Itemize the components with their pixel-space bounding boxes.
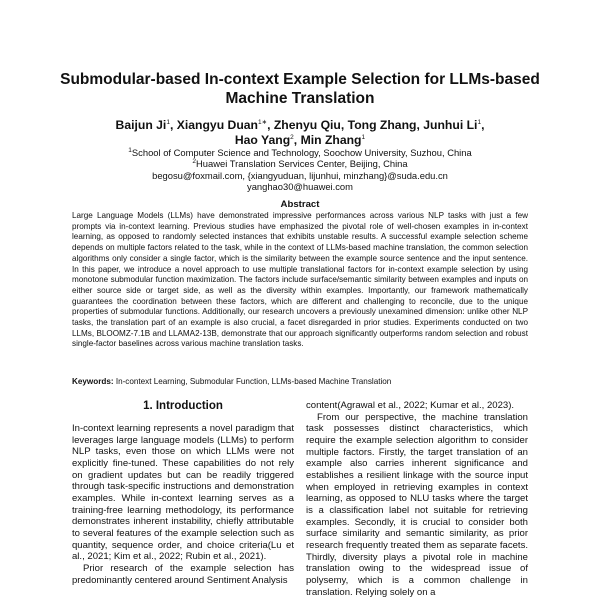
affiliation-line: $^1$School of Computer Science and Technology, Soochow University, Suzhou, China [128,146,472,158]
paragraph: content(Agrawal et al., 2022; Kumar et al., 2023). [306,400,515,411]
author: Xiangyu Duan$^{1∗}$ [176,118,268,132]
paper-title: Submodular-based In-context Example Selection for LLMs-based Machine Translation [60,71,540,107]
keywords-text: In-context Learning, Submodular Function, LLMs-based Machine Translation [115,377,392,386]
keywords-label: Keywords: [72,377,114,386]
author-list: Baijun Ji$^1$, Xiangyu Duan$^{1∗}$, Zhenyu Qiu, Tong Zhang, Junhui Li$^1$, Hao Yang$^2$, Min Zhang$^1$ [115,118,485,147]
affiliation-line: $^2$Huawei Translation Services Center, Beijing, China [192,158,408,170]
email-line: yanghao30@huawei.com [247,181,353,193]
abstract-heading: Abstract [280,199,320,210]
author: Zhenyu Qiu [273,118,341,132]
author: Tong Zhang [347,118,417,132]
paragraph: In-context learning represents a novel paradigm that leverages large language models (LLMs) to perform NLP tasks, even those on which LLMs were not explicitly fine-tuned. These capabilities do not rely on gradient updates but can be readily triggered through task-specific instructions and demonstration examples. While in-context learning serves as a training-free learning methodology, its performance demonstrates inherent instability, chiefly attributable to several features of the example selection such as quantity, sequence order, and choice criteria(Lu et al., 2021; Kim et al., 2022; Rubin et al., 2021). [72,423,294,563]
author: Baijun Ji$^1$ [115,118,170,132]
affiliations [60,147,540,193]
email-line: begosu@foxmail.com, {xiangyuduan, lijunhui, minzhang}@suda.edu.cn [152,169,448,181]
keywords [72,377,528,388]
author: Min Zhang$^1$ [300,133,366,147]
paragraph: Prior research of the example selection has predominantly centered around Sentiment Analysis [72,562,294,586]
right-column [306,400,528,598]
paragraph: From our perspective, the machine translation task possesses distinct characteristics, which require the example selection algorithm to consider multiple factors. Firstly, the target translation of an example also carries inherent significance and establishes a resilient linkage with the source input when employed in retrieving examples in context learning, as opposed to NLU tasks where the target is a classification label not suitable for retrieving examples. Secondly, it is crucial to consider both surface similarity and semantic similarity, as prior research frequently treated them as separate facets. Thirdly, diversity plays a pivotal role in machine translation owing to the widespread issue of polysemy, which is a common challenge in translation. Relying solely on a [306,411,528,598]
author: Junhui Li$^1$ [423,118,482,132]
left-column [72,423,294,586]
author: Hao Yang$^2$ [234,133,294,147]
abstract-body: Large Language Models (LLMs) have demonstrated impressive performances across various NLP tasks with just a few prompts via in-context learning. Previous studies have emphasized the pivotal role of well-chosen examples in in-context learning, as opposed to randomly selected instances that exhibits unstable results. A successful example selection scheme depends on multiple factors related to the task, while in the context of LLMs-based machine translation, the common selection algorithms only consider a single factor, which is the similarity between the example source sentence and the input sentence. In this paper, we introduce a novel approach to use multiple translational factors for in-context example selection by using monotone submodular function maximization. The factors include surface/semantic similarity between examples and inputs on either source side or target side, as well as the diversity within examples. Importantly, our framework mathematically guarantees the coordination between these factors, which are different and challenging to reconcile, due to the unique properties of submodular functions. Additionally, our research uncovers a previously unexamined dimension: unlike other NLP tasks, the translation part of an example is also crucial, a facet disregarded in prior studies. Experiments conducted on two LLMs, BLOOMZ-7.1B and LLAMA2-13B, demonstrate that our approach significantly outperforms random selection and robust single-factor baselines across various machine translation tasks. [72,211,528,349]
section-heading: 1. Introduction [143,400,223,412]
